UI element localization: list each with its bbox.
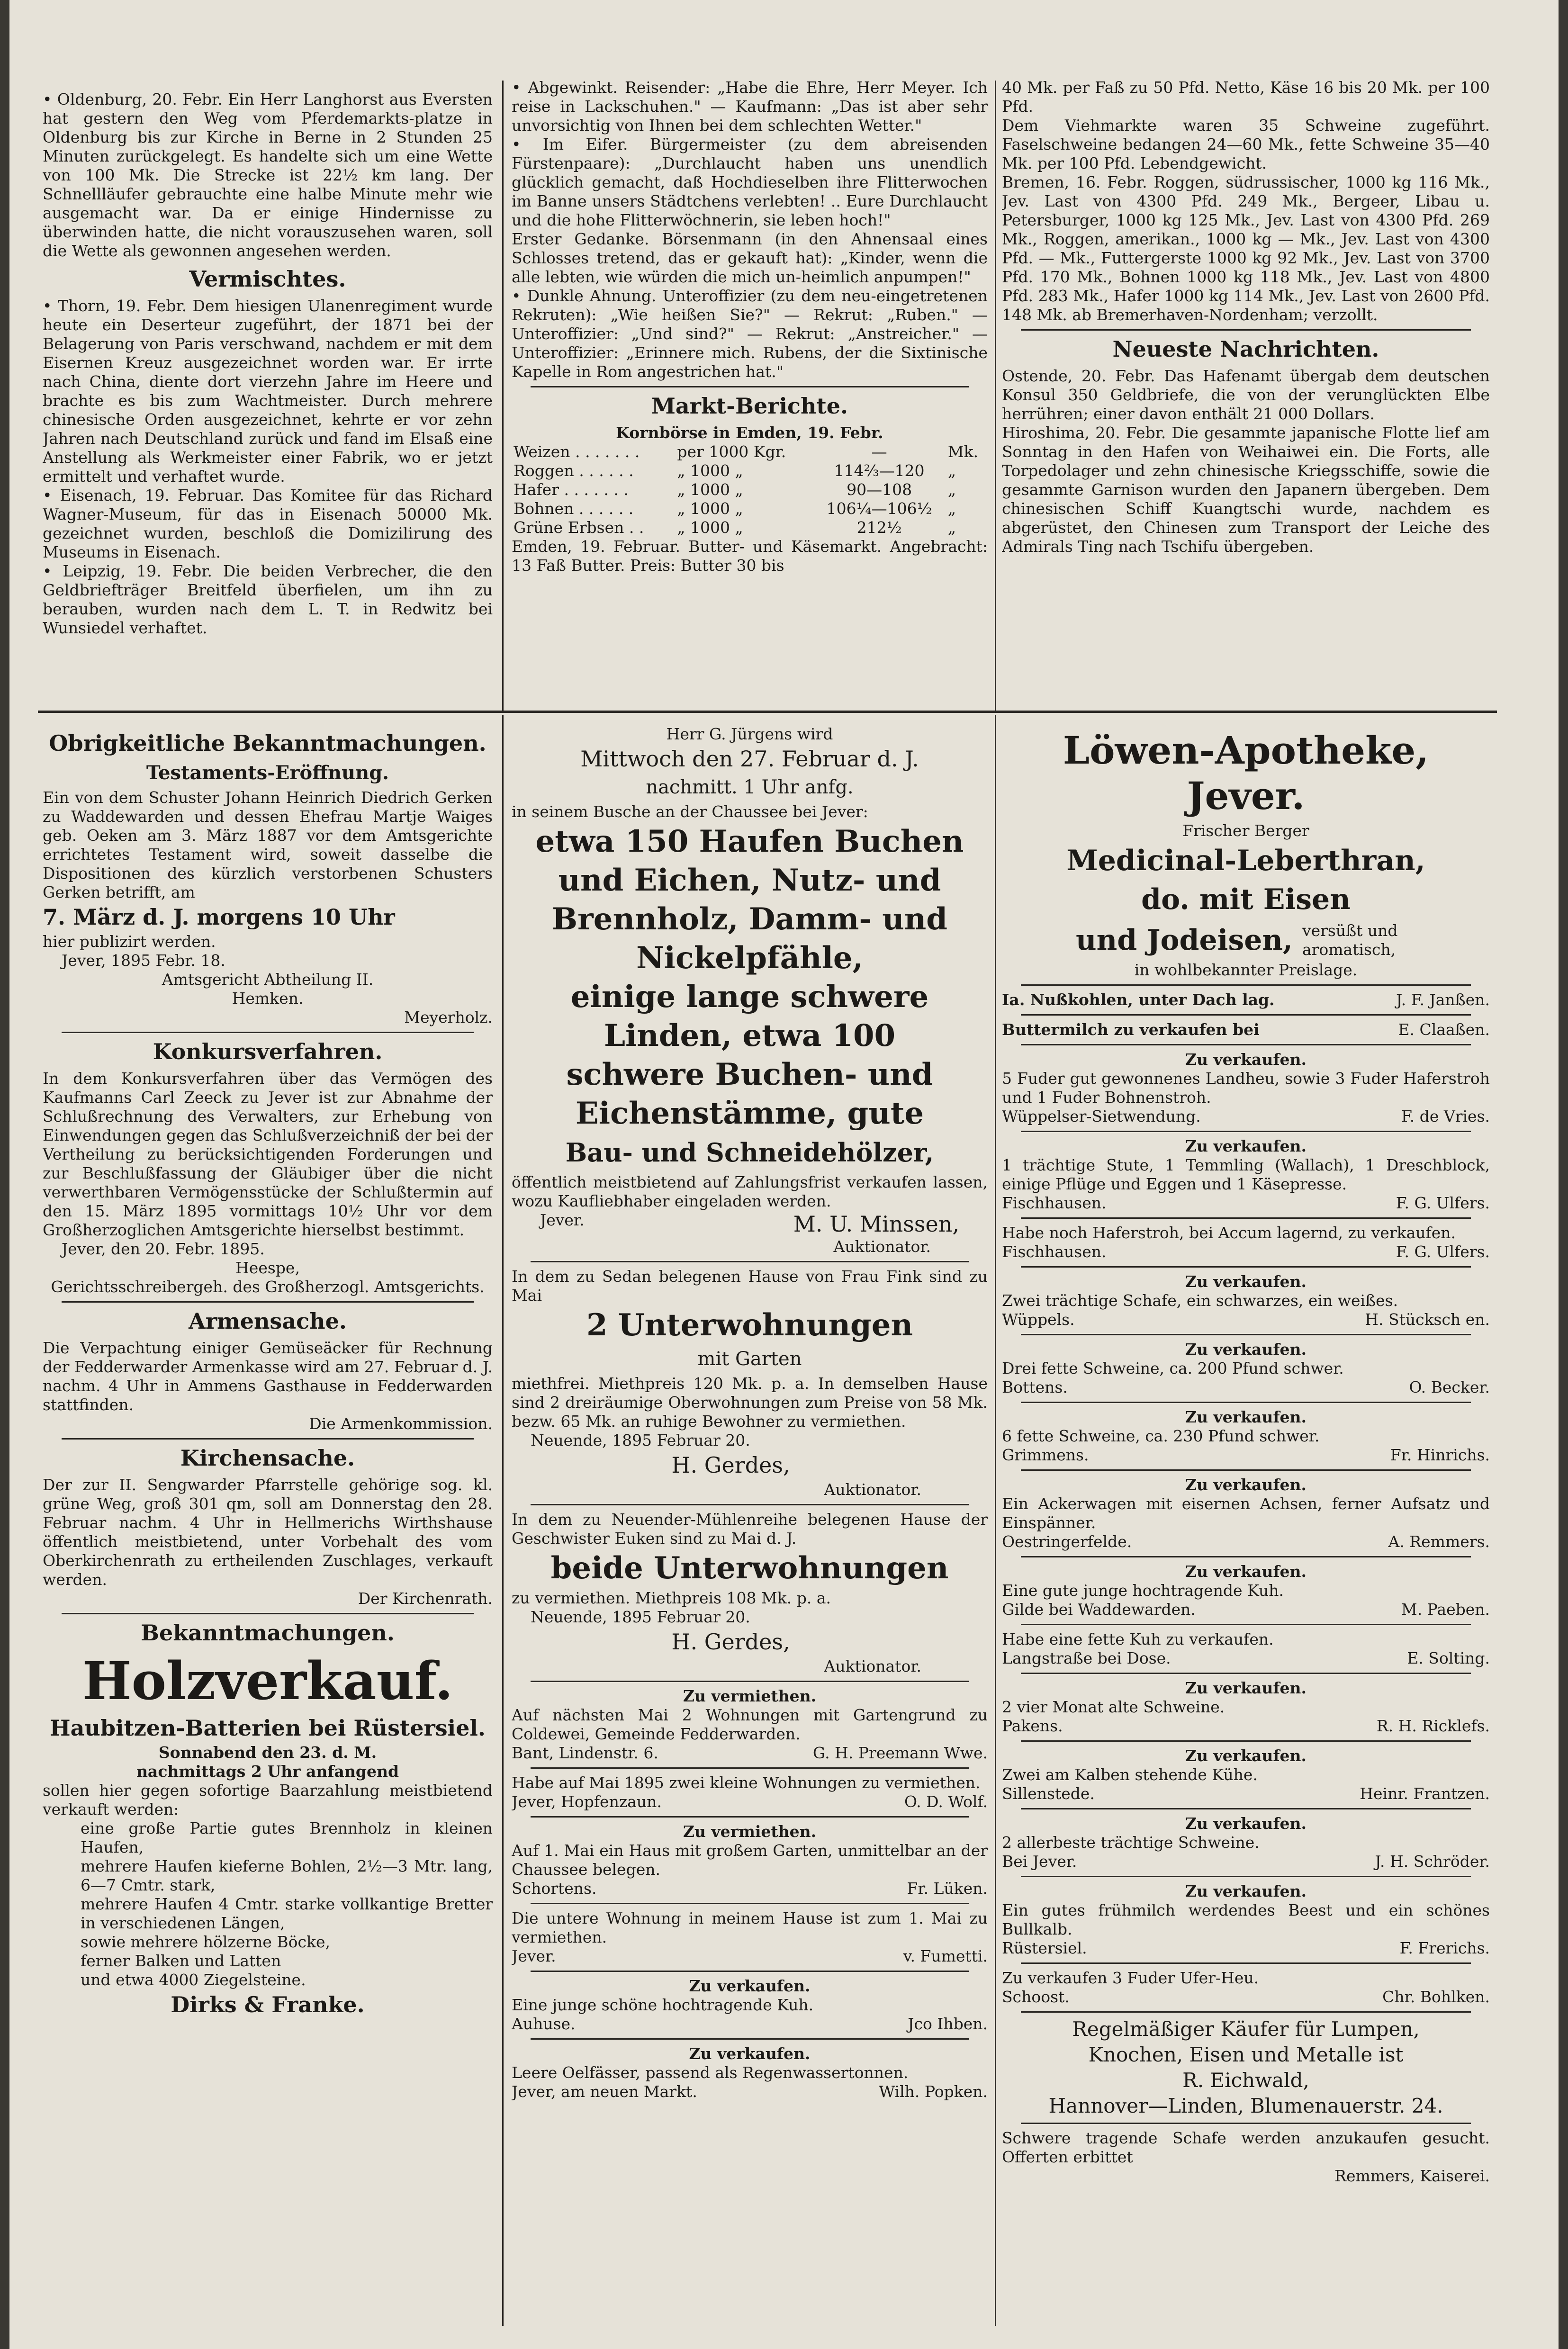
auction-signature <box>512 1211 988 1237</box>
table-cell: „ 1000 „ <box>677 461 743 480</box>
table-cell: „ 1000 „ <box>677 518 743 537</box>
konkurs-heading: Konkursverfahren. <box>153 1039 383 1064</box>
kirchen-text: Der zur II. Sengwarder Pfarrstelle gehörige sog. kl. grüne Weg, groß 301 qm, soll am Donnerstag den 28. Februar nachm. 4 Uhr in Hellmerichs Wirthshause öffentlich meistbietend, unter Vorbehalt des vom Oberkirchenrath zu ertheilenden Zuschlages, verkauft werden. <box>43 1476 493 1589</box>
small-ad-sig: Chr. Bohlken. <box>1382 1988 1490 2006</box>
small-ad-title: Zu verkaufen. <box>1185 1272 1307 1291</box>
holz-item: mehrere Haufen 4 Cmtr. starke vollkantige Bretter in verschiedenen Längen, <box>81 1895 493 1932</box>
divider <box>1021 1876 1471 1877</box>
w2-text: zu vermiethen. Miethpreis 108 Mk. p. a. <box>512 1589 831 1607</box>
w1-role: Auktionator. <box>824 1480 921 1499</box>
small-ad-title: Zu verkaufen. <box>1185 1050 1307 1069</box>
small-ad-text: Ein Ackerwagen mit eisernen Achsen, ferner Aufsatz und Einspänner. <box>1002 1494 1490 1532</box>
auction-item: schwere Buchen- und <box>566 1057 933 1092</box>
news-butter-cont: 40 Mk. per Faß zu 50 Pfd. Netto, Käse 16 bis 20 Mk. per 100 Pfd. <box>1002 78 1490 116</box>
table-cell: — <box>871 442 887 461</box>
divider <box>531 1816 969 1818</box>
apotheke-price-note: in wohlbekannter Preislage. <box>1134 961 1358 979</box>
w2-date: Neuende, 1895 Februar 20. <box>531 1608 750 1626</box>
table-cell: 114⅔—120 <box>834 461 925 480</box>
small-ad-signature <box>1002 1988 1490 2007</box>
divider <box>62 1438 474 1440</box>
auction-item: Eichenstämme, gute <box>575 1096 924 1131</box>
divider <box>531 1681 969 1682</box>
auction-sig-name: M. U. Minssen, <box>793 1211 959 1237</box>
w2-intro: In dem zu Neuender-Mühlenreihe belegenen Hause der Geschwister Euken sind zu Mai d. J. <box>512 1510 988 1548</box>
testament-sig: Meyerholz. <box>404 1008 493 1026</box>
small-ad-place: Wüppelser-Sietwendung. <box>1002 1107 1201 1125</box>
divider <box>1021 1740 1471 1742</box>
testament-judge: Hemken. <box>232 989 304 1008</box>
table-cell: Bohnen . . . . . . <box>514 499 634 518</box>
small-ad-title: Zu vermiethen. <box>683 1687 817 1705</box>
armen-text: Die Verpachtung einiger Gemüseäcker für Rechnung der Fedderwarder Armenkasse wird am 27. Februar d. J. nachm. 4 Uhr in Ammens Gasthause in Fedderwarden stattfinden. <box>43 1339 493 1414</box>
lumpen-line: Knochen, Eisen und Metalle ist <box>1088 2043 1404 2066</box>
table-cell: 106¼—106½ <box>826 499 932 518</box>
table-cell: per 1000 Kgr. <box>677 442 786 461</box>
news-eisenach: • Eisenach, 19. Februar. Das Komitee für das Richard Wagner-Museum, für das in Eisenach 50000 Mk. gezeichnet wurden, beschloß die Domizilirung des Museums in Eisenach. <box>43 486 493 561</box>
column-divider <box>995 715 996 2326</box>
auction-item: Bau- und Schneidehölzer, <box>565 1137 934 1168</box>
testament-after: hier publizirt werden. <box>43 932 216 951</box>
small-ad-place: Bottens. <box>1002 1378 1068 1396</box>
small-ad-signature <box>1002 1378 1490 1397</box>
kirchen-sig: Der Kirchenrath. <box>358 1589 493 1608</box>
small-ad-sig: F. G. Ulfers. <box>1396 1242 1490 1261</box>
small-ad-title: Zu verkaufen. <box>1185 1562 1307 1581</box>
w1-intro: In dem zu Sedan belegenen Hause von Frau Fink sind zu Mai <box>512 1267 988 1305</box>
small-ad-sig: E. Solting. <box>1407 1649 1490 1667</box>
auction-after: öffentlich meistbietend auf Zahlungsfrist verkaufen lassen, wozu Kaufliebhaber eingeladen werden. <box>512 1173 988 1210</box>
testament-court: Amtsgericht Abtheilung II. <box>162 970 374 989</box>
schafe-sig: Remmers, Kaiserei. <box>1334 2167 1490 2185</box>
apotheke-line: Medicinal-Leberthran, <box>1066 844 1425 877</box>
nusskohlen-sig: J. F. Janßen. <box>1396 990 1490 1009</box>
news-column-middle <box>512 78 988 708</box>
small-ad-sig: O. Becker. <box>1409 1378 1490 1396</box>
small-ad-signature <box>1002 1107 1490 1126</box>
table-row <box>512 480 988 499</box>
holz-item: eine große Partie gutes Brennholz in kleinen Haufen, <box>81 1819 493 1856</box>
small-ad-text: Zwei trächtige Schafe, ein schwarzes, ein weißes. <box>1002 1291 1398 1310</box>
holz-item: ferner Balken und Latten <box>81 1952 281 1970</box>
divider <box>1021 1217 1471 1219</box>
divider <box>1021 1014 1471 1016</box>
konkurs-place: Jever, den 20. Febr. 1895. <box>62 1240 265 1258</box>
konkurs-role: Gerichtsschreibergeh. des Großherzogl. Amtsgerichts. <box>51 1278 485 1296</box>
small-ad-sig: F. de Vries. <box>1401 1107 1490 1125</box>
divider <box>1021 1469 1471 1471</box>
small-ad-signature <box>512 1879 988 1898</box>
table-cell: „ <box>947 518 956 537</box>
holz-subtitle: Haubitzen-Batterien bei Rüstersiel. <box>50 1715 486 1741</box>
small-ad-place: Auhuse. <box>512 2015 576 2033</box>
small-ad-signature <box>1002 1649 1490 1668</box>
joke-ahnung: • Dunkle Ahnung. Unteroffizier (zu dem neu-eingetretenen Rekruten): „Wie heißen Sie?" — Rekrut: „Ruben." — Unteroffizier: „Und sind?" — Rekrut: „Anstreicher." — Unteroffizier: „Erinnere mich. Rubens, der die Sixtinische Kapelle in Rom angestrichen hat." <box>512 287 988 381</box>
news-thorn: • Thorn, 19. Febr. Dem hiesigen Ulanenregiment wurde heute ein Deserteur zugeführt, der 1871 bei der Belagerung von Paris verschwand, nachdem er mit dem Eisernen Kreuz ausgezeichnet worden war. Er irrte nach China, diente dort vierzehn Jahre im Heere und brachte es bis zum Wachtmeister. Durch mehrere chinesische Orden ausgezeichnet, kehrte er vor zehn Jahren nach Deutschland zurück und fand im Elsaß eine Anstellung als Werkmeister einer Fabrik, wo er jetzt ermittelt und verhaftet wurde. <box>43 297 493 486</box>
small-ad-sig: F. G. Ulfers. <box>1396 1194 1490 1212</box>
armen-sig: Die Armenkommission. <box>309 1414 493 1433</box>
testament-heading: Testaments-Eröffnung. <box>146 762 389 784</box>
small-ad-place: Grimmens. <box>1002 1446 1089 1464</box>
small-ad-signature <box>512 2015 988 2034</box>
ad-column-left <box>43 725 493 2326</box>
divider <box>531 2038 969 2040</box>
table-cell: „ <box>947 461 956 480</box>
auction-item: einige lange schwere <box>570 979 929 1015</box>
section-divider <box>38 711 1497 713</box>
small-ad-sig: Fr. Lüken. <box>907 1879 988 1898</box>
table-cell: „ <box>947 499 956 518</box>
small-ad-signature <box>1002 1310 1490 1329</box>
neueste-heading: Neueste Nachrichten. <box>1112 336 1379 362</box>
small-ad-title: Zu verkaufen. <box>1185 1408 1307 1426</box>
konkurs-name: Heespe, <box>235 1259 300 1277</box>
small-ad-title: Zu verkaufen. <box>1185 1746 1307 1765</box>
small-ad-sig: O. D. Wolf. <box>904 1792 988 1811</box>
kirchen-heading: Kirchensache. <box>180 1445 355 1471</box>
small-ad-text: Eine gute junge hochtragende Kuh. <box>1002 1581 1284 1600</box>
w1-name: H. Gerdes, <box>671 1452 790 1478</box>
joke-abgewinkt: • Abgewinkt. Reisender: „Habe die Ehre, Herr Meyer. Ich reise in Lackschuhen." — Kaufmann: „Das ist aber sehr unvorsichtig von Ihnen bei dem schlechten Wetter." <box>512 78 988 135</box>
divider <box>1021 1962 1471 1964</box>
small-ad-place: Pakens. <box>1002 1717 1063 1735</box>
table-cell: „ 1000 „ <box>677 480 743 499</box>
small-ad-sig: Jco Ihben. <box>908 2015 988 2033</box>
small-ad-text: Zu verkaufen 3 Fuder Ufer-Heu. <box>1002 1969 1259 1987</box>
apotheke-note: versüßt und aromatisch, <box>1302 921 1398 959</box>
small-ad-place: Bant, Lindenstr. 6. <box>512 1744 658 1762</box>
divider <box>1021 2011 1471 2013</box>
ad-column-right <box>1002 725 1490 2326</box>
small-ad-place: Fischhausen. <box>1002 1242 1107 1261</box>
apotheke-title: Löwen-Apotheke, Jever. <box>1063 728 1429 818</box>
lumpen-line: Hannover—Linden, Blumenauerstr. 24. <box>1048 2094 1443 2117</box>
divider <box>531 1971 969 1972</box>
small-ad-signature <box>512 1744 988 1763</box>
table-cell: 90—108 <box>847 480 912 499</box>
small-ad-sig: A. Remmers. <box>1388 1532 1490 1551</box>
small-ad-text: Zwei am Kalben stehende Kühe. <box>1002 1765 1258 1784</box>
w1-title: 2 Unterwohnungen <box>586 1307 913 1343</box>
divider <box>531 1504 969 1505</box>
divider <box>531 1903 969 1904</box>
small-ad-place: Schortens. <box>512 1879 597 1898</box>
divider <box>531 386 969 387</box>
small-ad-place: Langstraße bei Dose. <box>1002 1649 1171 1667</box>
joke-gedanke: Erster Gedanke. Börsenmann (in den Ahnensaal eines Schlosses tretend, das er gekauft hat): „Kinder, wenn die alle lebten, wie würden die mich un-heimlich anpumpen!" <box>512 230 988 286</box>
konkurs-text: In dem Konkursverfahren über das Vermögen des Kaufmanns Carl Zeeck zu Jever ist zur Abnahme der Schlußrechnung des Verwalters, zur Erhebung von Einwendungen gegen das Schlußverzeichniß der bei der Vertheilung zu berücksichtigenden Forderungen und zur Beschlußfassung der Gläubiger über die nicht verwerthbaren Vermögensstücke der Schlußtermin auf den 15. März 1895 vormittags 10½ Uhr vor dem Großherzoglichen Amtsgerichte hierselbst bestimmt. <box>43 1069 493 1239</box>
lumpen-line: Regelmäßiger Käufer für Lumpen, <box>1072 2017 1420 2041</box>
nusskohlen-text: Ia. Nußkohlen, unter Dach lag. <box>1002 990 1275 1009</box>
divider <box>1021 1334 1471 1335</box>
lumpen-line: R. Eichwald, <box>1182 2069 1309 2092</box>
holz-text: sollen hier gegen sofortige Baarzahlung meistbietend verkauft werden: <box>43 1781 493 1818</box>
small-ad-place: Jever, am neuen Markt. <box>512 2082 697 2101</box>
news-bremen: Bremen, 16. Febr. Roggen, südrussischer, 1000 kg 116 Mk., Jev. Last von 4300 Pfd. 249 Mk., Bergeer, Libau u. Petersburger, 1000 kg 125 Mk., Jev. Last von 4300 Pfd. 269 Mk., Roggen, amerikan., 1000 kg — Mk., Jev. Last von 4300 Pfd. — Mk., Futtergerste 1000 kg 92 Mk., Jev. Last von 3700 Pfd. 170 Mk., Bohnen 1000 kg 118 Mk., Jev. Last von 4800 Pfd. 283 Mk., Hafer 1000 kg 114 Mk., Jev. Last von 2600 Pfd. 148 Mk. ab Bremerhaven-Nordenham; verzollt. <box>1002 173 1490 324</box>
table-row <box>512 442 988 461</box>
small-ad-signature <box>1002 1446 1490 1465</box>
table-cell: Hafer . . . . . . . <box>514 480 629 499</box>
small-ad-signature <box>1002 1784 1490 1803</box>
apotheke-sub: Frischer Berger <box>1182 821 1309 840</box>
divider <box>1021 1556 1471 1557</box>
small-ad-sig: H. Stücksch en. <box>1365 1310 1490 1329</box>
table-cell: „ 1000 „ <box>677 499 743 518</box>
column-divider <box>502 81 504 711</box>
bekannt-heading: Bekanntmachungen. <box>141 1620 395 1646</box>
table-cell: Roggen . . . . . . <box>514 461 634 480</box>
small-ad-place: Oestringerfelde. <box>1002 1532 1132 1551</box>
newspaper-page <box>9 0 1559 2349</box>
small-ad-text: Habe noch Haferstroh, bei Accum lagernd, zu verkaufen. <box>1002 1224 1456 1242</box>
small-ad-signature <box>1002 1852 1490 1871</box>
apotheke-line: do. mit Eisen <box>1141 883 1351 916</box>
obrigkeit-heading: Obrigkeitliche Bekanntmachungen. <box>49 730 487 756</box>
small-ad-title: Zu verkaufen. <box>1185 1340 1307 1359</box>
news-ostende: Ostende, 20. Febr. Das Hafenamt übergab dem deutschen Konsul 350 Geldbriefe, die von der verunglückten Elbe herrühren; einer davon enthält 21 000 Dollars. <box>1002 367 1490 423</box>
vermischtes-heading: Vermischtes. <box>189 266 346 292</box>
testament-text: Ein von dem Schuster Johann Heinrich Diedrich Gerken zu Waddewarden und dessen Ehefrau Martje Waiges geb. Oeken am 3. März 1887 vor dem Amtsgerichte errichtetes Testament wird, soweit dasselbe die Dispositionen des kürzlich verstorbenen Schusters Gerken betrifft, am <box>43 788 493 901</box>
small-ad-title: Zu vermiethen. <box>683 1822 817 1841</box>
auction-item: Linden, etwa 100 <box>604 1018 896 1053</box>
column-divider <box>502 715 504 2326</box>
table-cell: „ <box>947 480 956 499</box>
holz-time: nachmittags 2 Uhr anfangend <box>136 1762 399 1781</box>
small-ad-signature <box>1002 1717 1490 1736</box>
small-ad-place: Fischhausen. <box>1002 1194 1107 1212</box>
markt-heading: Markt-Berichte. <box>651 393 848 419</box>
small-ad-place: Schoost. <box>1002 1988 1070 2006</box>
table-row <box>512 499 988 518</box>
small-ad-text: Habe auf Mai 1895 zwei kleine Wohnungen zu vermiethen. <box>512 1773 981 1792</box>
small-ad-text: 2 vier Monat alte Schweine. <box>1002 1698 1225 1716</box>
small-ad-signature <box>1002 1939 1490 1958</box>
divider <box>1021 1673 1471 1674</box>
small-ad-text: Auf 1. Mai ein Haus mit großem Garten, unmittelbar an der Chaussee belegen. <box>512 1841 988 1879</box>
small-ad-sig: Wilh. Popken. <box>879 2082 988 2101</box>
divider <box>1021 1044 1471 1045</box>
ad-column-middle <box>512 725 988 2326</box>
small-ad-signature <box>1002 1242 1490 1261</box>
small-ad-title: Zu verkaufen. <box>1185 1882 1307 1900</box>
small-ad-text: Die untere Wohnung in meinem Hause ist zum 1. Mai zu vermiethen. <box>512 1909 988 1946</box>
small-ad-text: 2 allerbeste trächtige Schweine. <box>1002 1833 1260 1852</box>
divider <box>1021 984 1471 986</box>
news-viehmarkt: Dem Viehmarkte waren 35 Schweine zugeführt. Faselschweine bedangen 24—60 Mk., fette Schweine 35—40 Mk. per 100 Pfd. Lebendgewicht. <box>1002 116 1490 172</box>
small-ad-place: Jever, Hopfenzaun. <box>512 1792 662 1811</box>
news-column-left <box>43 90 493 706</box>
divider <box>1021 1131 1471 1132</box>
column-divider <box>995 81 996 711</box>
table-cell: 212½ <box>856 518 902 537</box>
auction-item: und Eichen, Nutz- und <box>558 863 941 898</box>
buttermilch-text: Buttermilch zu verkaufen bei <box>1002 1020 1260 1039</box>
divider <box>531 1261 969 1262</box>
holz-sig: Dirks & Franke. <box>171 1992 365 2017</box>
small-ad-title: Zu verkaufen. <box>1185 1679 1307 1697</box>
small-ad-signature <box>512 2082 988 2101</box>
news-leipzig: • Leipzig, 19. Febr. Die beiden Verbrecher, die den Geldbriefträger Breitfeld überfielen, um ihn zu berauben, wurden nach dem L. T. in Redwitz bei Wunsiedel verhaftet. <box>43 562 493 637</box>
table-row <box>512 461 988 480</box>
small-ad-title: Zu verkaufen. <box>1185 1814 1307 1833</box>
holz-item: und etwa 4000 Ziegelsteine. <box>81 1971 306 1989</box>
small-ad-title: Zu verkaufen. <box>689 2044 811 2063</box>
small-ad-sig: R. H. Ricklefs. <box>1376 1717 1490 1735</box>
divider <box>1021 1402 1471 1403</box>
small-ad-title: Zu verkaufen. <box>689 1977 811 1995</box>
w1-sub: mit Garten <box>697 1348 802 1370</box>
apotheke-line: und Jodeisen, <box>1076 924 1293 957</box>
w1-date: Neuende, 1895 Februar 20. <box>531 1431 750 1449</box>
divider <box>1021 1624 1471 1625</box>
news-oldenburg: • Oldenburg, 20. Febr. Ein Herr Langhorst aus Eversten hat gestern den Weg vom Pferdemarkts-platze in Oldenburg bis zur Kirche in Berne in 2 Stunden 25 Minuten zurückgelegt. Es handelte sich um eine Wette von 100 Mk. Die Strecke ist 22½ km lang. Der Schnellläufer gebrauchte eine halbe Minute mehr wie ausgemacht war. Da er einige Hindernisse zu überwinden hatte, die nicht vorauszusehen waren, soll die Wette als gewonnen angesehen werden. <box>43 90 493 260</box>
small-ad-signature <box>512 1792 988 1811</box>
small-ad-place: Jever. <box>512 1947 556 1965</box>
auction-item: Nickelpfähle, <box>636 940 863 976</box>
auction-item: etwa 150 Haufen Buchen <box>535 824 964 859</box>
small-ad-place: Wüppels. <box>1002 1310 1075 1329</box>
divider <box>62 1301 474 1303</box>
divider <box>531 1767 969 1769</box>
small-ad-text: Drei fette Schweine, ca. 200 Pfund schwer. <box>1002 1359 1344 1377</box>
small-ad-place: Sillenstede. <box>1002 1784 1095 1803</box>
market-table <box>512 442 988 537</box>
small-ad-sig: F. Frerichs. <box>1399 1939 1490 1957</box>
small-ad-title: Zu verkaufen. <box>1185 1476 1307 1494</box>
holz-date: Sonnabend den 23. d. M. <box>158 1743 377 1762</box>
small-ad-title: Zu verkaufen. <box>1185 1137 1307 1155</box>
buttermilch-ad <box>1002 1020 1490 1039</box>
small-ad-signature <box>512 1947 988 1966</box>
holzverkauf-title: Holzverkauf. <box>82 1650 453 1711</box>
divider <box>1021 329 1471 331</box>
small-ad-sig: J. H. Schröder. <box>1375 1852 1490 1871</box>
divider <box>1021 1266 1471 1268</box>
auction-time: nachmitt. 1 Uhr anfg. <box>646 776 854 798</box>
w2-name: H. Gerdes, <box>671 1629 790 1655</box>
auction-item: Brennholz, Damm- und <box>551 901 948 937</box>
auction-intro: Herr G. Jürgens wird <box>666 725 833 743</box>
auction-sig-place: Jever. <box>540 1211 585 1229</box>
markt-butter: Emden, 19. Februar. Butter- und Käsemarkt. Angebracht: 13 Faß Butter. Preis: Butter 30 bis <box>512 537 988 575</box>
small-ad-text: Ein gutes frühmilch werdendes Beest und ein schönes Bullkalb. <box>1002 1901 1490 1938</box>
table-cell: Mk. <box>947 442 979 461</box>
small-ad-text: Leere Oelfässer, passend als Regenwassertonnen. <box>512 2063 909 2082</box>
w1-text: miethfrei. Miethpreis 120 Mk. p. a. In demselben Hause sind 2 dreiräumige Oberwohnungen zum Preise von 58 Mk. bezw. 65 Mk. an ruhige Bewohner zu vermiethen. <box>512 1374 988 1431</box>
holz-item: sowie mehrere hölzerne Böcke, <box>81 1933 331 1951</box>
small-ad-sig: Heinr. Frantzen. <box>1360 1784 1490 1803</box>
divider <box>62 1613 474 1614</box>
small-ad-place: Rüstersiel. <box>1002 1939 1087 1957</box>
small-ad-sig: M. Paeben. <box>1401 1600 1490 1619</box>
holz-item: mehrere Haufen kieferne Bohlen, 2½—3 Mtr. lang, 6—7 Cmtr. stark, <box>81 1857 493 1894</box>
table-cell: Grüne Erbsen . . <box>514 518 644 537</box>
small-ad-sig: G. H. Preemann Wwe. <box>812 1744 988 1762</box>
schafe-text: Schwere tragende Schafe werden anzukaufen gesucht. Offerten erbittet <box>1002 2129 1490 2166</box>
markt-subheading: Kornbörse in Emden, 19. Febr. <box>616 423 883 442</box>
news-hiroshima: Hiroshima, 20. Febr. Die gesammte japanische Flotte lief am Sonntag in den Hafen von Weihaiwei ein. Die Forts, alle Torpedolager und zehn chinesische Kriegsschiffe, sowie die gesammte Garnison wurden den Japanern übergeben. Dem chinesischen Schiff Kuangtschi wurde, nachdem es abgerüstet, den Chinesen zum Transport der Leiche des Admirals Ting nach Tschifu übergeben. <box>1002 423 1490 556</box>
armen-heading: Armensache. <box>189 1308 347 1334</box>
apotheke-row <box>1002 920 1490 961</box>
buttermilch-sig: E. Claaßen. <box>1398 1020 1490 1039</box>
testament-date: 7. März d. J. morgens 10 Uhr <box>43 904 395 930</box>
small-ad-text: 6 fette Schweine, ca. 230 Pfund schwer. <box>1002 1427 1320 1445</box>
small-ad-place: Gilde bei Waddewarden. <box>1002 1600 1196 1619</box>
nusskohlen-ad <box>1002 990 1490 1009</box>
auction-place: in seinem Busche an der Chaussee bei Jever: <box>512 802 868 821</box>
w2-role: Auktionator. <box>824 1657 921 1675</box>
auction-sig-role: Auktionator. <box>833 1237 931 1256</box>
small-ad-text: Eine junge schöne hochtragende Kuh. <box>512 1996 814 2014</box>
small-ad-text: 5 Fuder gut gewonnenes Landheu, sowie 3 Fuder Haferstroh und 1 Fuder Bohnenstroh. <box>1002 1069 1490 1107</box>
table-cell: Weizen . . . . . . . <box>514 442 640 461</box>
divider <box>62 1032 474 1033</box>
small-ad-sig: v. Fumetti. <box>903 1947 988 1965</box>
small-ad-sig: Fr. Hinrichs. <box>1390 1446 1490 1464</box>
divider <box>1021 2123 1471 2124</box>
small-ad-place: Bei Jever. <box>1002 1852 1077 1871</box>
small-ad-text: Auf nächsten Mai 2 Wohnungen mit Gartengrund zu Coldewei, Gemeinde Fedderwarden. <box>512 1706 988 1743</box>
small-ad-signature <box>1002 1600 1490 1619</box>
small-ad-signature <box>1002 1194 1490 1213</box>
small-ad-text: 1 trächtige Stute, 1 Temmling (Wallach), 1 Dreschblock, einige Pflüge und Eggen und 1 Käsepresse. <box>1002 1156 1490 1193</box>
w2-title: beide Unterwohnungen <box>550 1550 949 1586</box>
auction-date: Mittwoch den 27. Februar d. J. <box>580 746 919 772</box>
small-ad-signature <box>1002 1532 1490 1551</box>
joke-eifer: • Im Eifer. Bürgermeister (zu dem abreisenden Fürstenpaare): „Durchlaucht haben uns unendlich glücklich gemacht, daß Hochdieselben ihre Flitterwochen im Banne unsers Städtchens verlebten! .. Eure Durchlaucht und die hohe Flitterwöchnerin, sie leben hoch!" <box>512 135 988 229</box>
testament-place: Jever, 1895 Febr. 18. <box>62 951 225 970</box>
news-column-right <box>1002 78 1490 708</box>
table-row <box>512 518 988 537</box>
divider <box>1021 1808 1471 1809</box>
small-ad-text: Habe eine fette Kuh zu verkaufen. <box>1002 1630 1274 1648</box>
